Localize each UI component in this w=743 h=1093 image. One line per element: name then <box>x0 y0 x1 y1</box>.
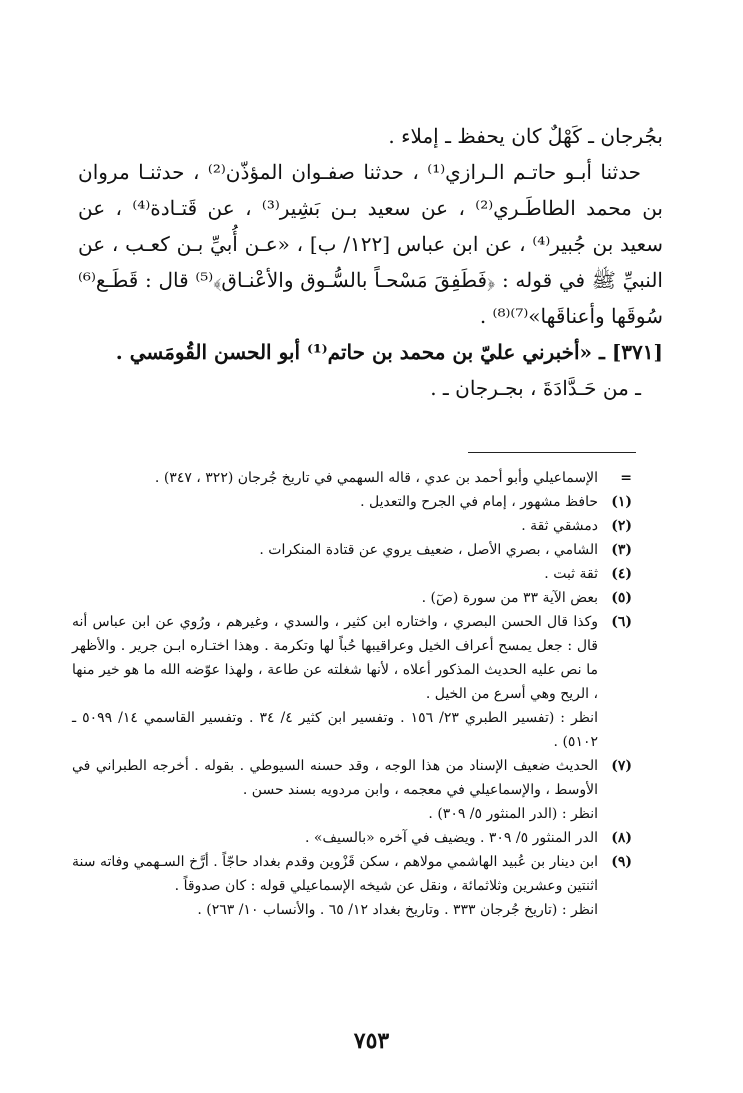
footnote-text <box>72 514 598 538</box>
footnote <box>72 466 632 490</box>
footnote <box>72 586 632 610</box>
footnote-number: (٤) <box>611 566 632 582</box>
footnote-line: دمشقي ثقة . <box>521 518 598 534</box>
footnote-text <box>72 490 598 514</box>
footnote <box>72 610 632 754</box>
footnote-line: انظر : (الدر المنثور ٥/ ٣٠٩) . <box>428 806 598 822</box>
footnote-line: انظر : (تفسير الطبري ٢٣/ ١٥٦ . وتفسير ابن كثير ٤/ ٣٤ . وتفسير القاسمي ١٤/ ٥٠٩٩ ـ ٥١٠٢) . <box>72 710 598 750</box>
footnote-number: (٧) <box>611 758 632 774</box>
footnote-text <box>72 850 598 922</box>
footnote-line: وكذا قال الحسن البصري ، واختاره ابن كثير ، والسدي ، وغيرهم ، ورُوي عن ابن عباس أنه قال : جعل يمسح أعراف الخيل وعراقيبها حُباً لها وتكرمة . وهذا اختـاره ابـن جرير . والأظهر ما نص عليه الحديث المذكور أعلاه ، لأنها شغلته عن طاعة ، ولهذا عوّضه الله ما هو خير منها ، الريح وهي أسرع من الخيل . <box>72 614 598 702</box>
entry-heading: [٣٧١] ـ «أخبرني عليّ بن محمد بن حاتم⁽¹⁾ أبو الحسن القُومَسي . <box>115 340 663 364</box>
page-number: ٧٥٣ <box>353 1028 390 1054</box>
footnotes <box>72 466 632 922</box>
footnote-number: = <box>620 470 632 486</box>
footnote <box>72 538 632 562</box>
footnote-line: ثقة ثبت . <box>544 566 598 582</box>
footnote-line: الحديث ضعيف الإسناد من هذا الوجه ، وقد حسنه السيوطي . بقوله . أخرجه الطبراني في الأوسط ، والإسماعيلي في معجمه ، وابن مردويه بسند حسن . <box>72 758 598 798</box>
footnote-number: (٩) <box>611 854 632 870</box>
footnote-text <box>72 466 598 490</box>
footnote <box>72 754 632 826</box>
footnote-number: (٢) <box>611 518 632 534</box>
footnote-text <box>72 610 598 754</box>
footnote-text <box>72 826 598 850</box>
footnote-text <box>72 538 598 562</box>
footnote-number: (١) <box>611 494 632 510</box>
main-hadith-paragraph: حدثنا أبـو حاتـم الـرازي⁽¹⁾ ، حدثنا صفـوان المؤذّن⁽²⁾ ، حدثنـا مروان بن محمد الطاطَـري⁽²⁾ ، عن سعيد بـن بَشِير⁽³⁾ ، عن قَتـادة⁽⁴⁾ ، عن سعيد بن جُبير⁽⁴⁾ ، عن ابن عباس [١٢٢/ ب] ، «عـن أُبيِّ بـن كعـب ، عن النبيِّ ﷺ في قوله : ﴿فَطَفِقَ مَسْحـاً بالسُّـوق والأعْنـاق﴾⁽⁵⁾ قال : قَطَـع⁽⁶⁾ سُوقَها وأعناقَها»⁽⁷⁾⁽⁸⁾ . <box>78 160 663 328</box>
footnote <box>72 826 632 850</box>
footnote <box>72 490 632 514</box>
footnote <box>72 514 632 538</box>
footnote-line: الشامي ، بصري الأصل ، ضعيف يروي عن قتادة المنكرات . <box>259 542 598 558</box>
footnote-line: حافظ مشهور ، إمام في الجرح والتعديل . <box>360 494 598 510</box>
main-line-1: بجُرجان ـ كَهْلٌ كان يحفظ ـ إملاء . <box>388 124 663 148</box>
footnote-line: بعض الآية ٣٣ من سورة (صٓ) . <box>421 590 598 606</box>
footnote-line: الإسماعيلي وأبو أحمد بن عدي ، قاله السهمي في تاريخ جُرجان (٣٢٢ ، ٣٤٧) . <box>154 470 598 486</box>
footnote-separator <box>468 452 636 453</box>
footnote-text <box>72 586 598 610</box>
footnote-text <box>72 562 598 586</box>
footnote-number: (٣) <box>611 542 632 558</box>
footnote-line: الدر المنثور ٥/ ٣٠٩ . ويضيف في آخره «بالسيف» . <box>305 830 598 846</box>
footnote-line: ابن دينار بن عُبيد الهاشمي مولاهم ، سكن قَزْوين وقدم بغداد حاجّاً . أرَّخ السـهمي وفاته سنة اثنتين وعشرين وثلاثمائة ، ونقل عن شيخه الإسماعيلي قوله : كان صدوقاً . <box>72 854 598 894</box>
main-text <box>78 118 663 406</box>
footnote-number: (٦) <box>611 614 632 630</box>
footnote-line: انظر : (تاريخ جُرجان ٣٣٣ . وتاريخ بغداد ١٢/ ٦٥ . والأنساب ١٠/ ٢٦٣) . <box>197 902 598 918</box>
footnote <box>72 562 632 586</box>
footnote <box>72 850 632 922</box>
footnote-number: (٥) <box>611 590 632 606</box>
footnote-number: (٨) <box>611 830 632 846</box>
footnote-text <box>72 754 598 826</box>
entry-continuation: ـ من حَـدَّادَةَ ، بجـرجان ـ . <box>430 376 641 400</box>
